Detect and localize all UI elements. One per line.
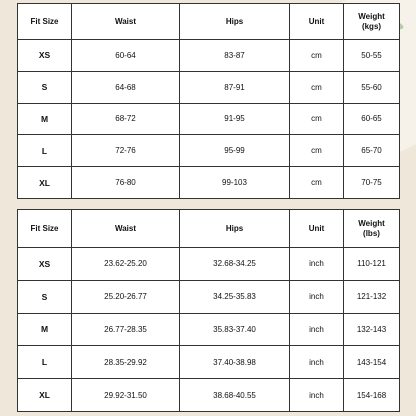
- metric-table: [17, 3, 400, 199]
- header-waist: Waist: [72, 4, 180, 40]
- header-row: [18, 210, 400, 248]
- header-unit: Unit: [290, 4, 344, 40]
- table-row: [18, 379, 400, 412]
- cell-unit: cm: [290, 40, 344, 72]
- size-chart-imperial: [17, 209, 399, 412]
- cell-hips: 32.68-34.25: [180, 248, 290, 281]
- imperial-table: [17, 209, 400, 412]
- cell-weight: 143-154: [344, 346, 400, 379]
- cell-size: M: [18, 103, 72, 135]
- cell-unit: inch: [290, 313, 344, 346]
- cell-size: L: [18, 346, 72, 379]
- cell-unit: cm: [290, 135, 344, 167]
- header-row: [18, 4, 400, 40]
- cell-hips: 83-87: [180, 40, 290, 72]
- header-weight: [344, 4, 400, 40]
- header-weight-unit: (lbs): [363, 228, 380, 238]
- cell-unit: inch: [290, 248, 344, 281]
- cell-waist: 28.35-29.92: [72, 346, 180, 379]
- table-row: [18, 346, 400, 379]
- cell-hips: 99-103: [180, 167, 290, 199]
- cell-waist: 64-68: [72, 71, 180, 103]
- cell-unit: cm: [290, 103, 344, 135]
- cell-waist: 23.62-25.20: [72, 248, 180, 281]
- cell-size: XS: [18, 248, 72, 281]
- cell-weight: 132-143: [344, 313, 400, 346]
- cell-weight: 65-70: [344, 135, 400, 167]
- cell-unit: inch: [290, 280, 344, 313]
- size-chart-metric: [17, 3, 399, 199]
- cell-waist: 60-64: [72, 40, 180, 72]
- cell-size: S: [18, 71, 72, 103]
- table-row: [18, 71, 400, 103]
- cell-size: M: [18, 313, 72, 346]
- cell-weight: 154-168: [344, 379, 400, 412]
- header-hips: Hips: [180, 210, 290, 248]
- cell-weight: 50-55: [344, 40, 400, 72]
- cell-weight: 121-132: [344, 280, 400, 313]
- cell-hips: 37.40-38.98: [180, 346, 290, 379]
- table-row: [18, 103, 400, 135]
- header-fit-size: Fit Size: [18, 210, 72, 248]
- cell-hips: 91-95: [180, 103, 290, 135]
- cell-waist: 25.20-26.77: [72, 280, 180, 313]
- table-row: [18, 280, 400, 313]
- cell-waist: 76-80: [72, 167, 180, 199]
- cell-waist: 72-76: [72, 135, 180, 167]
- cell-waist: 68-72: [72, 103, 180, 135]
- cell-size: XS: [18, 40, 72, 72]
- header-weight-label: Weight: [358, 11, 385, 21]
- cell-weight: 110-121: [344, 248, 400, 281]
- header-weight: [344, 210, 400, 248]
- cell-unit: cm: [290, 167, 344, 199]
- cell-size: S: [18, 280, 72, 313]
- header-weight-label: Weight: [358, 218, 385, 228]
- cell-hips: 87-91: [180, 71, 290, 103]
- table-row: [18, 135, 400, 167]
- cell-hips: 95-99: [180, 135, 290, 167]
- cell-size: XL: [18, 167, 72, 199]
- header-hips: Hips: [180, 4, 290, 40]
- cell-waist: 29.92-31.50: [72, 379, 180, 412]
- header-fit-size: Fit Size: [18, 4, 72, 40]
- cell-hips: 34.25-35.83: [180, 280, 290, 313]
- cell-hips: 38.68-40.55: [180, 379, 290, 412]
- table-row: [18, 248, 400, 281]
- table-row: [18, 40, 400, 72]
- header-waist: Waist: [72, 210, 180, 248]
- cell-unit: cm: [290, 71, 344, 103]
- cell-unit: inch: [290, 379, 344, 412]
- table-row: [18, 167, 400, 199]
- cell-weight: 70-75: [344, 167, 400, 199]
- cell-size: XL: [18, 379, 72, 412]
- cell-unit: inch: [290, 346, 344, 379]
- cell-weight: 60-65: [344, 103, 400, 135]
- header-unit: Unit: [290, 210, 344, 248]
- cell-size: L: [18, 135, 72, 167]
- cell-hips: 35.83-37.40: [180, 313, 290, 346]
- cell-weight: 55-60: [344, 71, 400, 103]
- cell-waist: 26.77-28.35: [72, 313, 180, 346]
- header-weight-unit: (kgs): [361, 21, 382, 31]
- table-row: [18, 313, 400, 346]
